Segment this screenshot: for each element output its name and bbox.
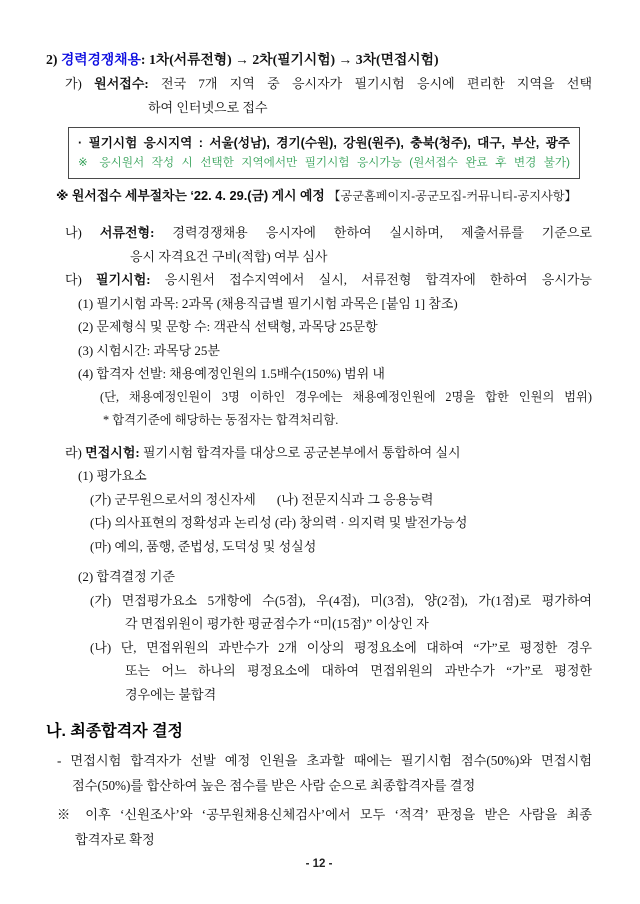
item-ra-line1 — [65, 441, 592, 465]
written-subjects: (1) 필기시험 과목: 2과목 (채용직급별 필기시험 과목은 [붙임 1] 참조) — [78, 295, 458, 311]
final-decision-heading: 나. 최종합격자 결정 — [46, 723, 183, 740]
item-na-line2: 응시 자격요건 구비(적합) 여부 심사 — [130, 248, 328, 264]
item-da-number: 다) — [65, 272, 97, 287]
section-2-number: 2) — [46, 52, 61, 67]
item-ga-line2: 하여 인터넷으로 접수 — [148, 99, 268, 115]
factor-ga: (가) 군무원으로서의 정신자세 — [90, 491, 256, 507]
final-ref-line2: 합격자로 확정 — [75, 831, 155, 847]
exam-region-box — [68, 127, 580, 179]
notice-bracket-path: 【공군홈페이지-공군모집-커뮤니티-공지사항】 — [328, 189, 577, 203]
item-da-text: 응시원서 접수지역에서 실시, 서류전형 합격자에 한하여 응시가능 — [150, 272, 592, 287]
notice-bold-text: ※ 원서접수 세부절차는 ‘22. 4. 29.(금) 게시 예정 — [56, 188, 329, 203]
item-ra-number: 라) — [65, 444, 86, 460]
page-number: - 12 - — [305, 858, 333, 870]
item-na-text: 경력경쟁채용 응시자에 한하여 실시하며, 제출서류를 기준으로 — [154, 225, 592, 240]
factor-line-1 — [90, 488, 592, 512]
item-na-line1 — [65, 221, 592, 245]
pass-criteria-title: (2) 합격결정 기준 — [78, 569, 176, 584]
evaluation-factors-title: (1) 평가요소 — [78, 468, 147, 483]
item-na-number: 나) — [65, 225, 100, 240]
criteria-na-line3: 경우에는 불합격 — [125, 686, 217, 702]
application-notice — [56, 185, 592, 207]
factor-na: (나) 전문지식과 그 응용능력 — [276, 491, 434, 507]
item-ga-number: 가) — [65, 76, 95, 91]
question-format: (2) 문제형식 및 문항 수: 객관식 선택형, 과목당 25문항 — [78, 319, 378, 334]
item-ra-text: 필기시험 합격자를 대상으로 공군본부에서 통합하여 실시 — [139, 444, 461, 460]
tie-note: * 합격기준에 해당하는 동점자는 합격처리함. — [103, 412, 339, 427]
factor-line-3: (마) 예의, 품행, 준법성, 도덕성 및 성실성 — [90, 538, 317, 554]
criteria-ga-line2: 각 면접위원이 평가한 평균점수가 “미(15점)” 이상인 자 — [125, 616, 429, 631]
pass-selection: (4) 합격자 선발: 채용예정인원의 1.5배수(150%) 범위 내 — [78, 366, 385, 381]
final-ref-line1: ※ 이후 ‘신원조사’와 ‘공무원채용신체검사’에서 모두 ‘적격’ 판정을 받은 사람을 최종 — [57, 807, 592, 822]
item-ga-line1 — [65, 72, 592, 96]
item-da-line1 — [65, 268, 592, 292]
final-rule-line2: 점수(50%)를 합산하여 높은 점수를 받은 사람 순으로 최종합격자를 결정 — [72, 777, 476, 793]
exam-region-note: ※ 응시원서 작성 시 선택한 지역에서만 필기시험 응시가능 (원서접수 완료 후 변경 불가) — [78, 156, 570, 169]
section-2-flow: : 1차(서류전형) → 2차(필기시험) → 3차(면접시험) — [140, 52, 439, 67]
pass-selection-note: (단, 채용예정인원이 3명 이하인 경우에는 채용예정인원에 2명을 합한 인원의 범위) — [100, 389, 592, 404]
exam-region-list: · 필기시험 응시지역 : 서울(성남), 경기(수원), 강원(원주), 충북(청주), 대구, 부산, 광주 — [78, 136, 570, 150]
final-rule-line1: - 면접시험 합격자가 선발 예정 인원을 초과할 때에는 필기시험 점수(50%)와 면접시험 — [57, 753, 592, 768]
item-ga-label: 원서접수: — [94, 76, 149, 91]
section-2-heading — [46, 47, 592, 72]
item-ra-label: 면접시험: — [85, 444, 140, 460]
section-2-title: 경력경쟁채용 — [60, 52, 141, 67]
item-na-label: 서류전형: — [99, 225, 155, 240]
factor-line-2: (다) 의사표현의 정확성과 논리성 (라) 창의력 · 의지력 및 발전가능성 — [90, 515, 468, 530]
item-da-label: 필기시험: — [96, 272, 151, 287]
criteria-ga-line1: (가) 면접평가요소 5개항에 수(5점), 우(4점), 미(3점), 양(2점), 가(1점)로 평가하여 — [90, 592, 592, 608]
exam-duration: (3) 시험시간: 과목당 25분 — [78, 342, 220, 358]
criteria-na-line1: (나) 단, 면접위원의 과반수가 2개 이상의 평정요소에 대하여 “가”로 평정한 경우 — [90, 639, 592, 655]
criteria-na-line2: 또는 어느 하나의 평정요소에 대하여 면접위원의 과반수가 “가”로 평정한 — [125, 663, 592, 678]
item-ga-text: 전국 7개 지역 중 응시자가 필기시험 응시에 편리한 지역을 선택 — [148, 76, 592, 91]
